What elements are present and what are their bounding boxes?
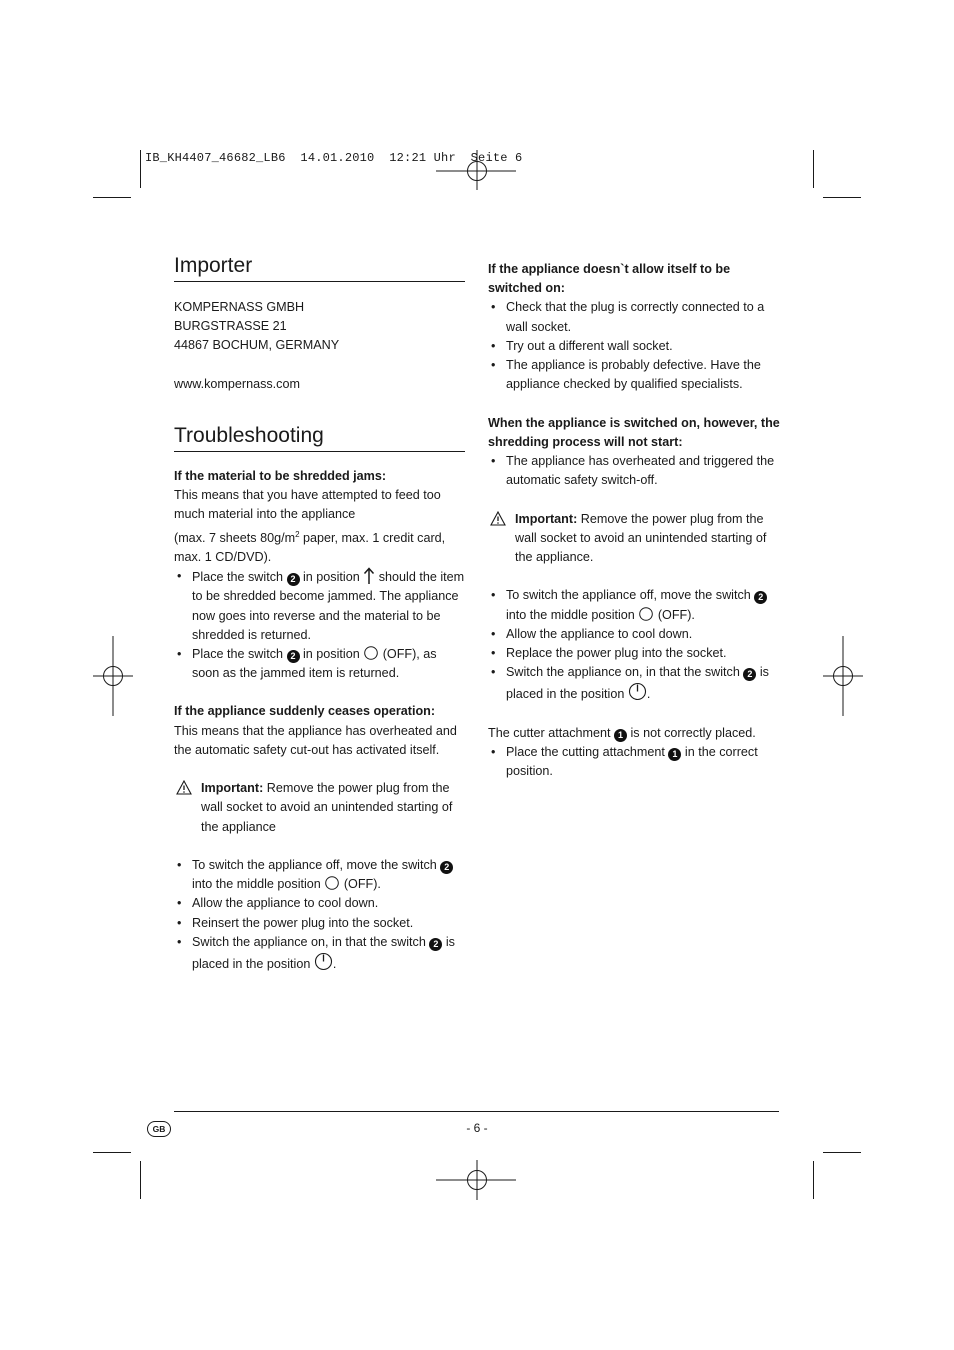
list-item: • Place the cutting attachment 1 in the correct position.: [488, 743, 780, 781]
list-item: • Place the switch 2 in position (OFF), as soon as the jammed item is returned.: [174, 645, 465, 683]
page-number: - 6 -: [466, 1121, 488, 1135]
cutter-marker-1: 1: [668, 748, 681, 761]
footer-rule: [174, 1111, 779, 1112]
off-position-icon: [638, 606, 654, 622]
company-street: BURGSTRASSE 21: [174, 319, 287, 334]
nostart-heading: When the appliance is switched on, however, the shredding process will not start:: [488, 415, 780, 449]
crop-mark: [823, 197, 861, 198]
registration-mark-bottom: [436, 1160, 516, 1200]
nostart-steps: [488, 586, 780, 704]
crop-mark: [813, 1161, 814, 1199]
switch-marker-2: 2: [287, 573, 300, 586]
cutter-intro: The cutter attachment 1 is not correctly placed.: [488, 725, 756, 740]
nostart-causes: [488, 452, 780, 490]
crop-mark: [140, 150, 141, 188]
important-note: Important: Remove the power plug from the wall socket to avoid an unintended starting of the appliance.: [488, 510, 780, 568]
list-item: • Check that the plug is correctly connected to a wall socket.: [488, 298, 780, 336]
list-item: • Replace the power plug into the socket.: [488, 644, 780, 663]
reverse-arrow-icon: [363, 567, 375, 584]
crop-mark: [823, 1152, 861, 1153]
important-note: Important: Remove the power plug from the wall socket to avoid an unintended starting of the appliance: [174, 779, 465, 837]
right-column: [488, 260, 780, 781]
list-item: • Switch the appliance on, in that the switch 2 is placed in the position .: [174, 933, 465, 974]
importer-heading: Importer: [174, 254, 465, 282]
crop-mark: [93, 197, 131, 198]
crop-mark: [813, 150, 814, 188]
important-label: Important:: [201, 781, 264, 796]
list-item: • To switch the appliance off, move the switch 2 into the middle position (OFF).: [174, 856, 465, 894]
cutter-steps: [488, 743, 780, 781]
crop-mark: [93, 1152, 131, 1153]
jam-limits: (max. 7 sheets $80g/m^2$ paper, max. 1 credit card, max. 1 CD/DVD).: [174, 529, 446, 564]
registration-mark-left: [93, 636, 133, 716]
jam-heading: If the material to be shredded jams:: [174, 469, 387, 483]
jam-intro: This means that you have attempted to feed too much material into the appliance: [174, 488, 441, 522]
company-city: 44867 BOCHUM, GERMANY: [174, 338, 340, 353]
jam-section: [174, 467, 465, 683]
cutter-marker-1: 1: [614, 729, 627, 742]
importer-address: [174, 298, 465, 394]
list-item: • Switch the appliance on, in that the switch 2 is placed in the position .: [488, 663, 780, 704]
list-item: • Try out a different wall socket.: [488, 337, 780, 356]
crop-mark: [140, 1161, 141, 1199]
switch-marker-2: 2: [287, 650, 300, 663]
company-name: KOMPERNASS GMBH: [174, 300, 305, 314]
list-item: • Allow the appliance to cool down.: [488, 625, 780, 644]
power-on-icon: [628, 682, 647, 701]
ceases-steps: [174, 856, 465, 974]
list-item: • Allow the appliance to cool down.: [174, 894, 465, 913]
list-item: • To switch the appliance off, move the switch 2 into the middle position (OFF).: [488, 586, 780, 624]
troubleshooting-heading: Troubleshooting: [174, 424, 465, 452]
print-slug: IB_KH4407_46682_LB6 14.01.2010 12:21 Uhr Seite 6: [145, 151, 523, 165]
noswitch-heading: If the appliance doesn`t allow itself to be switched on:: [488, 262, 731, 296]
switch-marker-2: 2: [754, 591, 767, 604]
power-on-icon: [314, 952, 333, 971]
switch-marker-2: 2: [743, 668, 756, 681]
switch-marker-2: 2: [429, 938, 442, 951]
list-item: • Reinsert the power plug into the socket.: [174, 914, 465, 933]
company-website: www.kompernass.com: [174, 376, 300, 391]
jam-steps: [174, 567, 465, 683]
off-position-icon: [324, 875, 340, 891]
off-position-icon: [363, 645, 379, 661]
language-badge: GB: [147, 1121, 171, 1137]
ceases-heading: If the appliance suddenly ceases operation:: [174, 704, 436, 719]
ceases-section: [174, 702, 465, 974]
registration-mark-right: [823, 636, 863, 716]
important-label: Important:: [515, 511, 578, 526]
left-column: [174, 254, 465, 974]
list-item: • The appliance is probably defective. Have the appliance checked by qualified specialists.: [488, 356, 780, 394]
list-item: • Place the switch 2 in position should the item to be shredded become jammed. The appliance now goes into reverse and the material to be shredded is returned.: [174, 567, 465, 645]
warning-icon: [176, 780, 192, 795]
ceases-intro: This means that the appliance has overheated and the automatic safety cut-out has activated itself.: [174, 723, 457, 757]
warning-icon: [490, 511, 506, 526]
noswitch-steps: [488, 298, 780, 394]
list-item: • The appliance has overheated and triggered the automatic safety switch-off.: [488, 452, 780, 490]
switch-marker-2: 2: [440, 861, 453, 874]
